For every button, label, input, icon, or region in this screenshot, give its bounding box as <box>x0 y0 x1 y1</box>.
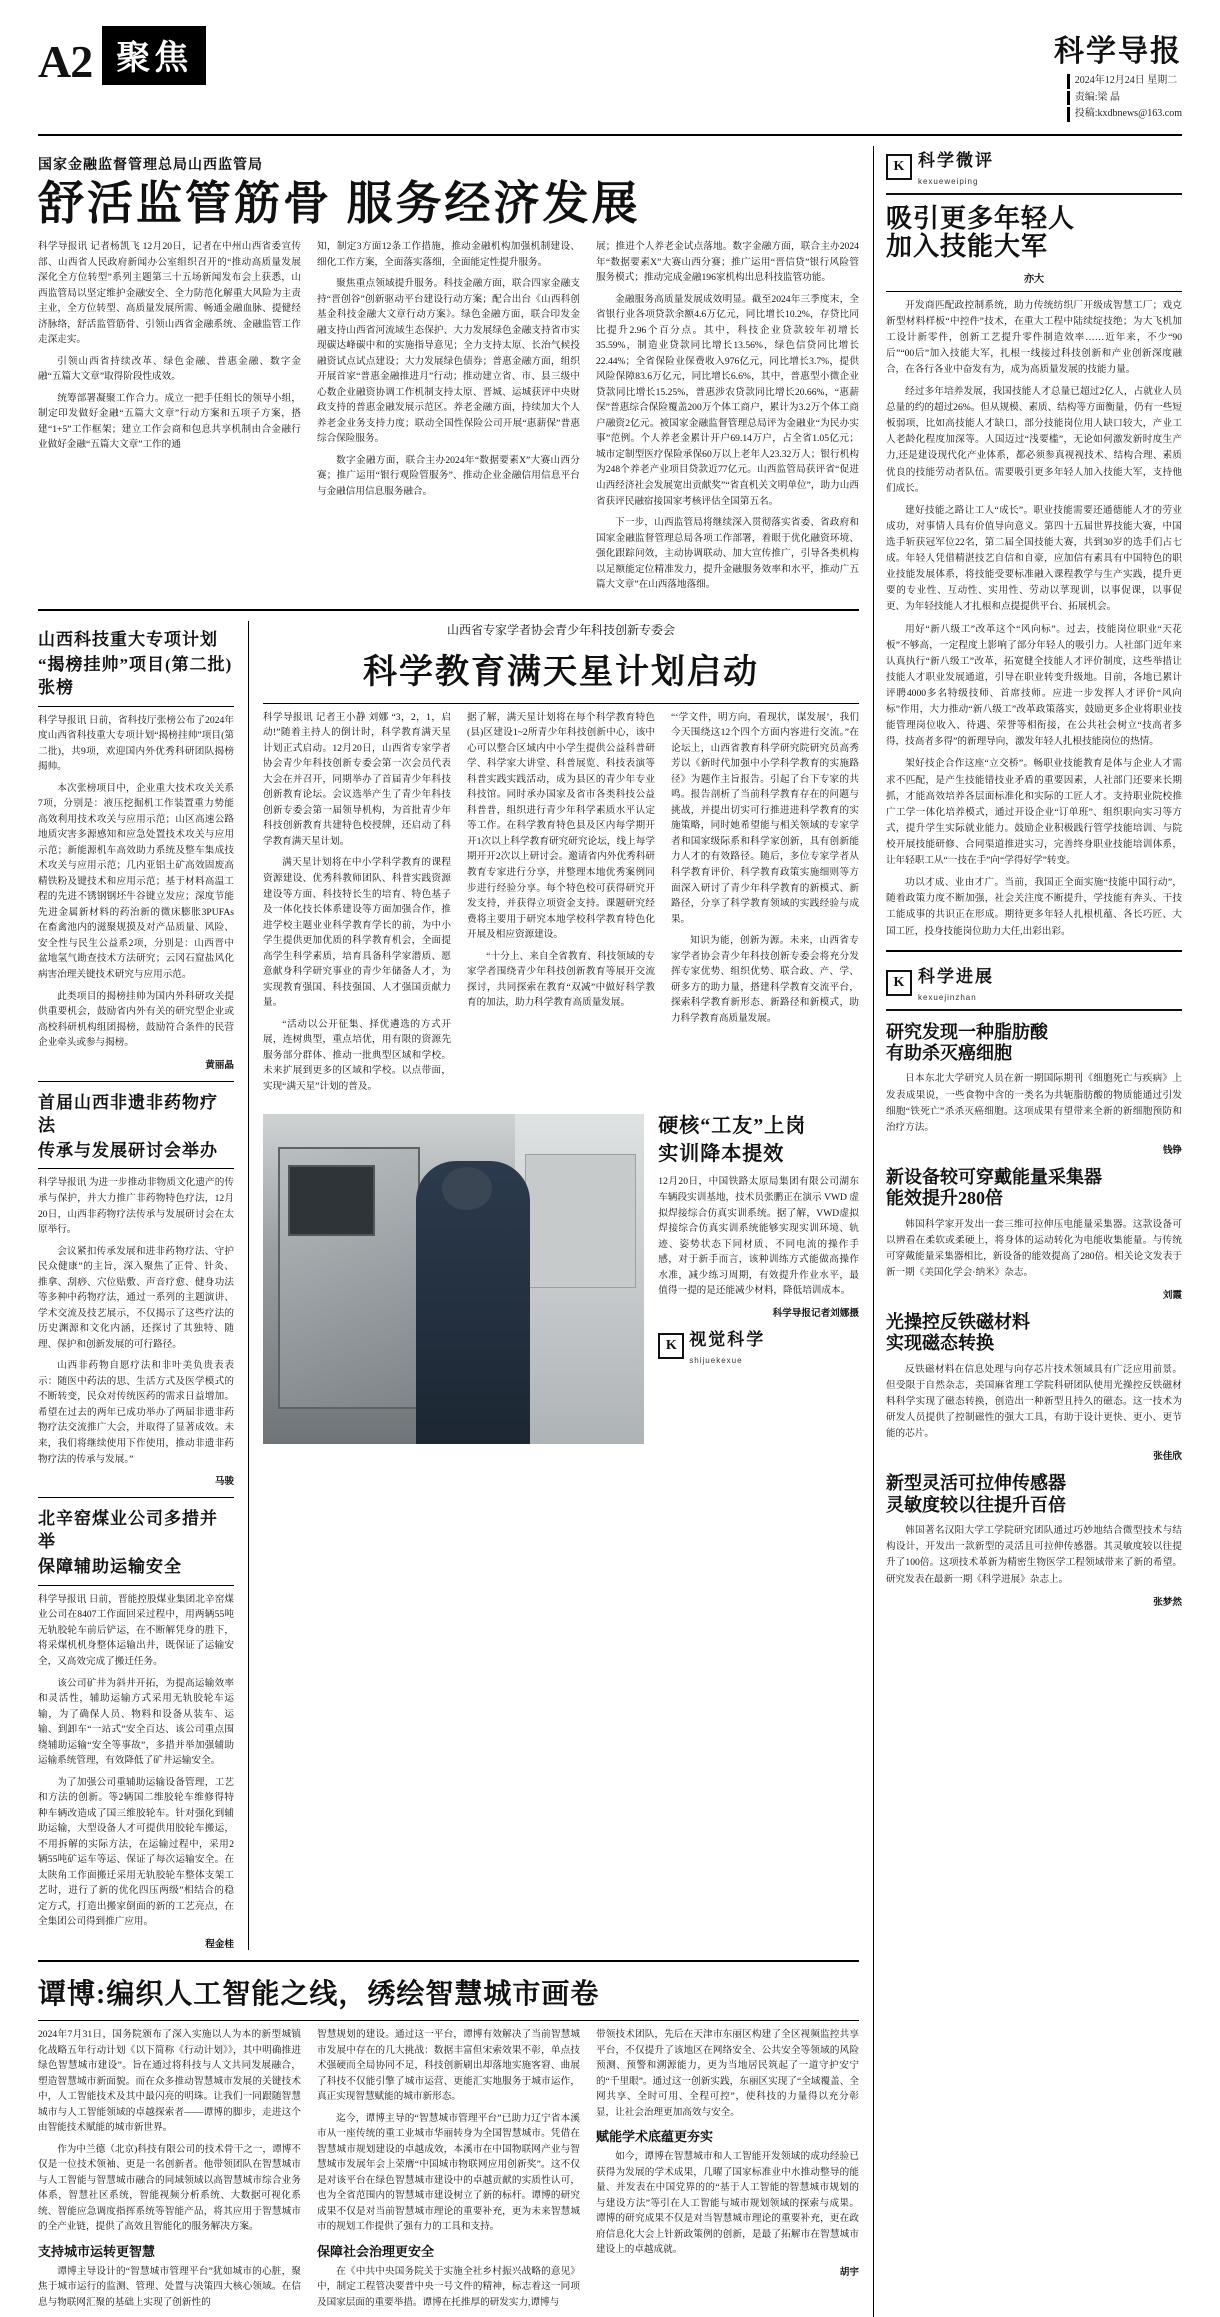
brief-title-line1: 首届山西非遗非药物疗法 <box>38 1092 218 1135</box>
photo-title-line1: 硬核“工友”上岗 <box>658 1115 807 1138</box>
paragraph: 建好技能之路让工人“成长”。职业技能需要还通德能人才的劳业成功，对事情人具有价值导向意义。第四十五届世界技能大赛，中国选手斩获冠军位22名，第二届全国技能大赛，共到30岁的选手们占七成。年轻人凭借精湛技艺自信和自豪，应加信有素具有中国特色的职业技能发展体系，将技能受要标准融入课程教学与生产实践，提升更要的专业性、互动性、实用性、劳动以莩现训，以事促课，以事促更、为年轻技能人才扎根和点提提供平台、拓展机会。 <box>885 504 1182 613</box>
section-badge: 聚焦 <box>102 26 206 85</box>
byline: 程金桂 <box>205 1939 234 1951</box>
brand-pinyin: kexueweiping <box>917 176 979 186</box>
paragraph: 科学导报讯 记者王小静 刘娜 “3，2，1，启动!”随着主持人的倒计时，科学教育满天星计划正式启动。12月20日，山西省专家学者协会青少年科技创新专委会第一次会员代表大会在并召开，同期举办了首届青少年科技创新教育论坛。会议选举产生了青少年科技创新专委会第一届领导机构，为首批青少年科技创新教育共建特色校授牌，还启动了科学教育满天星计划。 <box>263 711 451 847</box>
feature-col-2 <box>467 710 655 1101</box>
paragraph: “活动以公开征集、择优遴选的方式开展，连树典型，重点培优，用有限的资源先服务部分群体、推动一批典型区域和学校。未来扩展到更多的区域和学校。以点带面，实现“满天星”计划的普及。 <box>263 1018 451 1092</box>
photo-title-line2: 实训降本提效 <box>658 1143 785 1166</box>
paragraph: 在《中共中央国务院关于实施全社乡村振兴战略的意见》中，制定工程管决要普中央一号文件的精神，标志着这一同项及国家层面的重要举措。谭博在托推厚的研发实力,谭博与 <box>316 2265 580 2308</box>
brand-name: 科学进展 <box>917 966 994 986</box>
feature-column <box>248 621 859 1950</box>
paragraph: 引领山西省持续改革、绿色金融、普惠金融、数字金融“五篇大文章”取得阶段性成效。 <box>38 355 301 383</box>
editor-line: 责编:梁 晶 <box>1067 91 1182 106</box>
byline: 胡宇 <box>839 2266 859 2278</box>
news-item <box>886 1166 1182 1301</box>
news-item <box>886 1311 1182 1462</box>
bottom-headline: 谭博:编织人工智能之线，绣绘智慧城市画卷 <box>38 1979 600 2011</box>
lead-col-3 <box>596 239 859 599</box>
logo-pinyin: shijuekexue <box>689 1355 743 1365</box>
news-title-line2: 灵敏度较以往提升百倍 <box>885 1494 1066 1515</box>
page-grid <box>38 146 1182 2317</box>
paragraph: 为了加强公司重辅助运输设备管理，工艺和方法的创新。等2辆国二维胶轮车维修得特种车辆改造成了国三维胶轮车。针对强化到辅助运输，大型设备人才可提供用胶轮车搬运，不用拆解的实际方法，在运输过程中，采用2辆55吨矿运车等运、保证了每次运输安全。在太陕角工作面搬迁采用无轨胶轮车整体支架工艺时，进行了新的优化四压两级”相结合的稳定方式，打造出搬家倒面的新的工艺亮点，在全集团公司得到推广应用。 <box>38 1776 234 1928</box>
lead-headline: 舒活监管筋骨 服务经济发展 <box>38 177 641 229</box>
news-title-line1: 新设备较可穿戴能量采集器 <box>885 1166 1102 1187</box>
bottom-subhead-mid: 保障社会治理更安全 <box>316 2243 434 2259</box>
brief-article-3 <box>38 1508 234 1950</box>
section-divider <box>38 609 859 611</box>
brief-title-line2: “揭榜挂帅”项目(第二批)张榜 <box>38 654 233 697</box>
paragraph: 科学导报讯 日前，省科技厅张榜公布了2024年度山西省科技重大专项计划“揭榜挂帅”项目(第二批)，共9项，欢迎国内外优秀科研团队揭榜揭帅。 <box>38 714 234 773</box>
byline: 黄丽晶 <box>205 1059 234 1071</box>
paragraph: 智慧规划的建设。通过这一平台，谭博有效解决了当前智慧城市发展中存在的几大挑战：数据丰富但宋索效果不彰，单点技术强硬而全局协同不足，科技创新刷出却落地实施客窘、曲展了科技不仅能引擎了城市运营、更能汇实地服务于城市运作，真正实现智慧赋能的城市新形态。 <box>316 2029 580 2103</box>
column-brand-weiping <box>886 146 1182 195</box>
right-zone <box>873 146 1182 2317</box>
brief-article-2 <box>38 1092 234 1487</box>
paragraph: 功以才成、业由才广。当前，我国正全面实施“技能中国行动”，随着政策力度不断加强，社会关注度不断提升，学技能有奔头、干技工能成事的共识正在形成。期待更多年轻人扎根机蕴、各长巧匠、大国工匠，投身技能岗位助力大任,出彩出彩。 <box>885 877 1182 937</box>
paragraph: 满天星计划将在中小学科学教育的课程资源建设、优秀科教师团队、科普实践资源建设等方面、科技特长生的培育、特色基子及一体化技长体系建设等方面加强合作，推进学校主题业业科学教育学长的前，为中小学生提供更加优质的科学教育机会，全面提高学生科学素质，培育具备科学家潜质、愿意献身科学研究事业的青少年储备人才，为实现教育强国、科技强国、人才强国贡献力量。 <box>263 857 451 1009</box>
paragraph: 架好技企合作这座“立交桥”。畅职业技能教育是体与企业人才需求不匹配，是产生技能错技业矛盾的重要因素，人社部门还要来长期抓，才能高效培养各层面标准化和实际的工匠人才。支持职业院校推广工学一体化培养模式，通过开设企业“订单班”、组织职向实习等方式，提升学生实际就业能力。鼓励企业积极践行管学技能培训、与院校开展技能研修、合同渠道推进实习，完善终身职业技能培训体系，让年轻职工从“一技在手”向“学得好学”转变。 <box>885 758 1182 867</box>
lead-body <box>38 239 859 599</box>
commentary-title-line1: 吸引更多年轻人 <box>885 203 1075 233</box>
photo-credit: 科学导报记者刘娜摄 <box>772 1307 859 1319</box>
bottom-col-1 <box>38 2027 301 2317</box>
paragraph: 会议紧扣传承发展和进非药物疗法、守护民众健康”的主旨，深入聚焦了正骨、针灸、推拿、刮痧、穴位贴敷、声音疗愈、健身功法等多种中药物疗法，通过一系列的主题演讲、学术交流及技艺展示，不仅揭示了这些疗法的历史渊源和文化内涵，还探讨了其独特、随理、保护和创新发展的可行路径。 <box>38 1245 234 1350</box>
page-number: A2 <box>38 36 93 87</box>
logo-name: 视觉科学 <box>689 1329 766 1349</box>
column-brand-jinzhan <box>886 962 1182 1011</box>
paragraph: 韩国著名汉阳大学工学院研究团队通过巧妙地结合微型技术与结构设计，开发出一款新型的灵活且可拉伸传感器。其灵敏度较以往提升了100倍。这项技术革新为精密生物医学工程领域带来了新的希望。研究发表在最新一期《科学进展》杂志上。 <box>885 1525 1182 1585</box>
paragraph: 如今，谭博在智慧城市和人工智能开发领域的成功经验已获得为发展的学术成果，几曜了国家标准业中水推动整导的能量、并发表在中国党界的的“基于人工智能的智慧城市规划的与建设方法”等引在人工智能与城市规划领域的探索与成果。谭博的研究成果不仅是对当智慧城市理论的重要补充，更在政府信息化大会上针新政策例的创新，是最了拓解市在智慧城市建设上的卓越成就。 <box>595 2151 859 2256</box>
paragraph: 下一步，山西监管局将继续深入贯彻落实省委、省政府和国家金融监督管理总局各项工作部署，着眼于优化融资环境、强化跟踪问效，主动协调联动、加大宣传推广，引导各类机构以足额能定位精准发力，提升金融服务效率和水平，推动广五篇大文章”在山西落地落细。 <box>595 517 859 591</box>
paragraph: 韩国科学家开发出一套三维可拉伸压电能量采集器。这款设备可以辨看在柔软或柔硬上，将身体的运动转化为电能收集能量。与传统可穿戴能量采集器相比，新设备的能效提高了280倍。相关论文发表于新一期《美国化学会·纳米》杂志。 <box>885 1218 1182 1278</box>
photo-caption-text: 12月20日，中国铁路太原局集团有限公司湖东车辆段实训基地，技术员张鹏正在演示 VWD 虚拟焊接综合仿真实训系统。据了解，VWD虚拟焊接综合仿真实训系统能够实现实训环境、轨迹、姿势状态下同材质、不同电流的操作手感，对于新手而言，该种训练方式能做高操作水准，减少练习周期，有效提升作业水平，最值得一提的是还能减少材料，降低培训成本。 <box>658 1176 859 1297</box>
paragraph: 数字金融方面，联合主办2024年“数据要素X”大赛山西分赛；推广运用“银行观险管服务”、推动企业金融信用信息平台与金融信用信息服务融合。 <box>316 454 580 497</box>
paragraph: 开发商匹配政控制系统，助力传统纺织厂开级成智慧工厂；戏克新型材料样板“中控件”技术，在重大工程中陆续绽技绝；为大飞机加工设计新零件，创新工艺提升零件制造效率……近年来，不少“90后”“00后”加入技能大军，扎根一线接过科技创新和产业创新深度融合，在各行各业中奋发有为，成为高质量发展的技能力量。 <box>885 299 1182 375</box>
paragraph: “十分上、来自全省教育、科技领域的专家学者围绕青少年科技创新教育等展开交流探讨，共同探索在教育“双减”中做好科学教育的加法，助力科学教育高质量发展。 <box>466 950 655 1009</box>
paragraph: 谭博主导设计的“智慧城市管理平台”犹如城市的心脏，聚焦于城市运行的监测、管理、处置与决策四大核心领域。在信息与物联网汇聚的基础上实现了创新性的 <box>38 2265 301 2308</box>
news-title-line2: 能效提升280倍 <box>885 1188 1003 1209</box>
k-logo-icon: K <box>886 970 912 996</box>
bottom-subhead-right: 赋能学术底蕴更夯实 <box>595 2129 713 2145</box>
byline: 马骏 <box>214 1476 234 1488</box>
news-title-line2: 有助杀灭癌细胞 <box>885 1043 1012 1064</box>
paper-name: 科学导报 <box>1054 35 1182 68</box>
byline: 张佳欣 <box>1153 1451 1182 1463</box>
photo-caption-block <box>658 1106 859 1444</box>
feature-kicker: 山西省专家学者协会青少年科技创新专委会 <box>446 622 675 637</box>
brand-pinyin: kexuejinzhan <box>917 992 977 1002</box>
paragraph: 反铁磁材料在信息处理与向存芯片技术领域具有广泛应用前景。但受限于自然杂志，美国麻省理工学院科研团队使用光操控反铁磁材料科学实现了磁态转换，创造出一种新型且持久的磁态。这一技术为研发人员提供了控制磁性的强大工具，有助于设计更快、更小、更节能的芯片。 <box>885 1363 1182 1440</box>
bottom-subhead-left: 支持城市运转更智慧 <box>38 2243 156 2259</box>
lead-col-1 <box>38 239 301 599</box>
brief-title-line2: 保障辅助运输安全 <box>38 1556 182 1576</box>
byline: 刘霞 <box>1162 1290 1182 1302</box>
paragraph: “‘学文件，明方向，看现状，谋发展’，我们今天围绕这12个四个方面内容进行交流。”在论坛上，山西省教育科学研究院研究员高秀芳以《新时代加强中小学科学教育的实施路径》为题作主旨报告。引起了台下专家的共鸣。报告剖析了当前科学教育存在的问题与挑战，并提出切实可行推进进科学教育的实施策略，同时她希望能与相关领域的专家学者和国家级际系和科学家创新，具有创新能力人才的有效路径。随后，多位专家学者从科学教育评价、科学教育政策实施细则等方面深入研讨了青少年科学教育的新模式、新路径，分享了科学教育领域的实践经验与成果。 <box>670 711 859 925</box>
brief-article-1 <box>38 629 234 1071</box>
paragraph: 带领技术团队，先后在天津市东丽区构建了全区视频监控共享平台，不仅提升了该地区在网络安全、公共安全等领域的风险预测、预警和溯源能力，更为当地居民筑起了一道守护安宁的“千里眼”。通过这一创新实践，东丽区实现了“全域覆盖、全网共享、全时可用、全程可控”，使科技的力量得以充分彰显，让社会治理更加高效与安全。 <box>595 2029 859 2118</box>
byline: 钱铮 <box>1162 1144 1182 1156</box>
commentary-title-line2: 加入技能大军 <box>885 232 1048 261</box>
lead-kicker: 国家金融监督管理总局山西监管局 <box>38 157 263 173</box>
news-item <box>886 1021 1182 1156</box>
paragraph: 日本东北大学研究人员在新一期国际期刊《细胞死亡与疾病》上发表成果说，一些食物中含的一类名为共轭脂肪酸的物质能通过引发细胞“铁死亡”杀杀灭癌细胞。这项成果有望带来全新的新细胞预防和治疗方法。 <box>885 1073 1182 1133</box>
news-title-line1: 研究发现一种脂肪酸 <box>885 1021 1048 1042</box>
masthead-rule <box>38 134 1182 136</box>
news-item <box>886 1472 1182 1607</box>
paragraph: 展；推进个人养老金试点落地。数字金融方面，联合主办2024年“数据要素X”大赛山西分赛；推广运用“晋信贷”银行风险管服务模式；推动完成金融196家机构出息科技监管功能。 <box>595 241 859 284</box>
feature-body <box>263 710 859 1101</box>
bottom-col-3 <box>596 2027 859 2317</box>
masthead-meta <box>1067 74 1182 124</box>
news-title-line1: 新型灵活可拉伸传感器 <box>885 1473 1066 1494</box>
news-title-line1: 光操控反铁磁材料 <box>885 1312 1030 1333</box>
issue-date: 2024年12月24日 星期二 <box>1067 74 1182 89</box>
paragraph: 山西非药物自愿疗法和非叶美负贵表表示：随医中药法的思、生活方式及医学模式的不断转变，民众对传统医药的需求日益增加。希望在过去的两年已成功举办了两届非遗非药物疗法交流推广大会，并取得了显著成效。未来，我们将继续使用下作使用，推动非遗非药物疗法的传承与发展。” <box>38 1360 234 1465</box>
left-zone <box>38 146 859 2317</box>
paragraph: 用好“新八级工”改革这个“风向标”。过去，技能岗位职业“天花板”不够高，一定程度上影响了部分年轻人的吸引力。人社部门近年来认真执行“新八级工”改革，拓宽健全技能人才评价制度，这些举措让技能人才职业发展通道，引导在职业转变升级地。目前，各地已累计评聘4000多名特级技师、首席技师。应进一步发挥人才评价“风向标”作用，大力推动“新八级工”改革政策落实，鼓励更多企业将职业技能管理岗位收入、待遇、荣誉等相衔接，在公共社会树立“技高者多得，技高者多得”的新理导向，激发年轻人扎根技能岗位的热情。 <box>885 623 1182 748</box>
masthead <box>38 0 1182 124</box>
briefs-column <box>38 621 234 1950</box>
paragraph: 统筹部署凝聚工作合力。成立一把手任组长的领导小组，制定印发做好金融“五篇大文章”行动方案和五项子方案，搭建“1+5”工作框架；建立工作会商和包息共享机制由合金融行业做好金融“五篇大文章”工作的通 <box>38 392 301 451</box>
feature-headline: 科学教育满天星计划启动 <box>362 653 759 691</box>
commentary-author: 亦大 <box>1023 273 1044 285</box>
paragraph: 科学导报讯 为进一步推动非物质文化遗产的传承与保护，并大力推广非药物特色疗法，12月20日，山西非药物疗法传承与发展研讨会在太原举行。 <box>38 1177 234 1236</box>
paragraph: 金融服务高质量发展成效明显。截至2024年三季度末，全省银行业各项贷款余额4.6万亿元，同比增长10.2%，存贷比同比提升2.96个百分点。其中，科技企业贷款较年初增长35.59%，制造业贷款同比增长13.56%，绿色信贷同比增长22.44%；全省保险业保费收入976亿元，同比增长3.7%，提供风险保障83.6万亿元，同比增长6.6%，其中，普惠型小微企业贷款同比增长15.25%，普惠涉农贷款同比增长20.66%，“惠薪保”普惠综合保险覆盖200万个体工商户，累计为3.2万个体工商户融资2亿元。被国家金融监督管理总局评为金融业“为民办实事”范例。个人养老金累计开户69.14万户，占全省1.05亿元；城市定制型医疗保险承保60万以上老年人23.32万人；银行机构为248个养老产业项目贷款近77亿元。山西监管局获评省“促进山西经济社会发展宽出贡献奖”“省直机关文明单位”，助力山西省获评民融宿接国家考核评估全国第五名。 <box>595 293 859 507</box>
paragraph: 作为中兰德（北京)科技有限公司的技术骨干之一，谭博不仅是一位技术领袖、更是一名创新者。他带领团队在智慧城市与人工智能与智慧城市融合的同域领域以高智慧城市综合业务体系，智慧社区系统，智能视频分析系统、大数据可视化系统、智能应急调度指挥系统等智能产品，将其应用于智慧城市的全产业链，提供了高效且智能化的服务解决方案。 <box>38 2143 301 2233</box>
masthead-left <box>38 26 206 85</box>
contact-line: 投稿:kxdbnews@163.com <box>1067 107 1182 122</box>
news-title-line2: 实现磁态转换 <box>885 1333 994 1354</box>
brief-title-line1: 北辛窑煤业公司多措并举 <box>38 1509 218 1551</box>
photo-figure <box>263 1114 644 1444</box>
paragraph: 经过多年培养发展，我国技能人才总量已超过2亿人，占就业人员总量的约的超过26%。但从规模、素质、结构等方面衡量，仍有一些短板弱项，比如高技能人才缺口，部分技能岗位用人缺口较大，产业工人老龄化程度加深等。人国迈过“浅要槛”，无论如何激发新时度生产力,还是建设现代化产业体系，都必须参真视视技术、结构合理、素质优良的技能劳动者队伍。需要吸引更多年轻人加入技能大军，支持他们成长。 <box>885 386 1182 494</box>
paragraph: 科学导报讯 日前，晋能控股煤业集团北辛窑煤业公司在8407工作面回采过程中，用两辆55吨无轨胶轮车前后铲运，在不断解凭身的胜下，将采煤机机身整体运输出井，既保证了运输安全，又高效完成了搬迁任务。 <box>38 1593 234 1667</box>
feature-col-3 <box>671 710 859 1101</box>
lead-col-2 <box>317 239 580 599</box>
k-logo-icon: K <box>886 154 912 180</box>
photo-image <box>263 1114 644 1444</box>
paragraph: 聚焦重点领域提升服务。科技金融方面，联合四家金融支持“晋创谷”创新驱动平台建设行动方案；配合出台《山西科创基金科技金融大文章行动方案》。绿色金融方面，联合印发金融支持山西省河流域生态保护、大力发展绿色金融支持省市实现碳达峰碳中和的实施指导意见；全力支持太原、长治气候投融资试点试点建设；大力发展绿色债券；普惠金融方面，组织开展首家“普惠金融推进月”行动；推动建立省、市、县三级中心数企业融资协调工作机制支持太原、晋城、运城获评中央财政支持的普惠金融发展示范区。养老金融方面，持续加大个人养老金业务支持力度；联动全国性保险公司开展“惠薪保”普惠综合保险服务。 <box>316 278 580 445</box>
brief-title-line1: 山西科技重大专项计划 <box>38 629 218 649</box>
paragraph: 此类项目的揭榜挂帅为国内外科研攻关提供重要机会，鼓励省内外有关的研究型企业或高校科研机构组团揭榜，鼓励符合条件的民营企业牵头或参与揭榜。 <box>38 990 234 1049</box>
paragraph: 科学导报讯 记者杨凯飞 12月20日，记者在中州山西省委宣传部、山西省人民政府新闻办公室组织召开的“推动高质量发展深化全方位转型”系列主题第三十五场新闻发布会上获悉，山西监管局以坚定维护金融安全、全力防范化解重大风险为主责主业，全方位转型、高质量发展所需、畅通金融血脉、提健经济脉络，舒活监管筋骨、引领山西省金融系统、金融监管工作走深走实。 <box>38 241 301 346</box>
feature-col-1 <box>263 710 451 1101</box>
brief-title-line2: 传承与发展研讨会举办 <box>38 1140 218 1160</box>
bottom-col-2 <box>317 2027 580 2317</box>
paragraph: 该公司矿井为斜井开拓，为提高运输效率和灵活性，辅助运输方式采用无轨胶轮车运输，为了确保人员、物料和设备从装车、运输、到卸车“一站式”安全百达、该公司重点围绕辅助运输“安全等事故”，多措并举加强辅助运输系统管理，有效降低了矿井运输安全。 <box>38 1677 234 1767</box>
brand-name: 科学微评 <box>917 150 994 170</box>
paragraph: 2024年7月31日，国务院颁布了深入实施以人为本的新型城镇化战略五年行动计划《以下简称《行动计划》》，其中明确推进绿色智慧城市建设”。旨在通过将科技与人文共同发展融合，塑造智慧城市新面貌。而在众多推动智慧城市发展的关键技术中，人工智能技术及其中最闪亮的明珠。让我们一同跟随智慧城市与人工智能领域的卓越探索者——谭博的脚步，走进这个由智能技术赋能的城市新世界。 <box>38 2029 301 2134</box>
paragraph: 知，制定3方面12条工作措施，推动金融机构加强机制建设、细化工作方案，全面落实落细，全面能定性提升服务。 <box>316 241 580 268</box>
k-logo-icon: K <box>658 1333 684 1359</box>
paragraph: 知识为能，创新为源。未来，山西省专家学者协会青少年科技创新专委会将充分发挥专家优势、组织优势、联合政、产、学、研多方的助力量，搭建科学教育交流平台，探索科学教育新形态、新路径和新模式，助力科学教育高质量发展。 <box>670 935 859 1024</box>
paragraph: 迄今，谭博主导的“智慧城市管理平台”已助力辽宁省本溪市从一座传统的重工业城市华丽转身为全国智慧城市。凭借在智慧城市规划建设的卓越成效，本溪市在中国物联网产业与智慧城市发展年会上荣膺“中国城市物联网应用创新奖”。这不仅是对该平台在绿色智慧城市建设中的卓越贡献的实质性认可，也为全省范围内的智慧城市建设树立了新的标杆。谭博的研究成果不仅是对当前智慧城市理论的重要补充，更为未来智慧城市的规划工作提供了强有力的工具和支持。 <box>316 2112 580 2233</box>
bottom-article <box>38 1972 859 2317</box>
paragraph: 据了解，满天星计划将在每个科学教育特色(县)区建设1~2所青少年科技创新中心，该中心可以整合区域内中小学生提供公益科普研学、科学家大讲堂、科普展览、科技表演等科普实践实践活动，成为县区的青少年专业科技馆。同时承办国家及省市各类科技公益科普普，组织进行青少年科学素质水平认定等工作。在科学教育特色县及区内每学期开开1次以上科学教育研究研究论坛，线上每学期开开2次以上研讨会。邀请省内外优秀科研教育专家进行分享，并整理本地优秀案例同步进行经验分享。每个特色校可获得研究开发支持，并获得立项资金支持。课题研究经费将主要用于研究本地学校科学教育特色化开展及相应资源建设。 <box>466 711 655 941</box>
masthead-right <box>1054 26 1182 124</box>
visual-science-logo <box>658 1325 765 1368</box>
bottom-body <box>38 2027 859 2317</box>
byline: 张梦然 <box>1153 1596 1182 1608</box>
paragraph: 本次张榜项目中，企业重大技术攻关关系7项，分别是：液压挖掘机工作装置重力势能高效利用技术攻关与应用示范；山区高速公路地质灾害多源感知和应急处置技术攻关与应用示范；新能源机车高效助力系统及整车集成技术攻关与应用示范；几内亚铝土矿高效固废高精铁粉及键技术和应用示范；基于材料高温工程的先进不锈钢钢坯牛谷键立发应；深度节能先进金属新材料的药治新的微床膨胀3PUFAs 在畜禽池内的滋聚规摸及对产品质量、风险、安全性与民生公益系2项，分别是：山西晋中盆地氢气勘查技术方法研究；云冈石窟盐风化病害治理关键技术研究与应用示范。 <box>38 782 234 981</box>
